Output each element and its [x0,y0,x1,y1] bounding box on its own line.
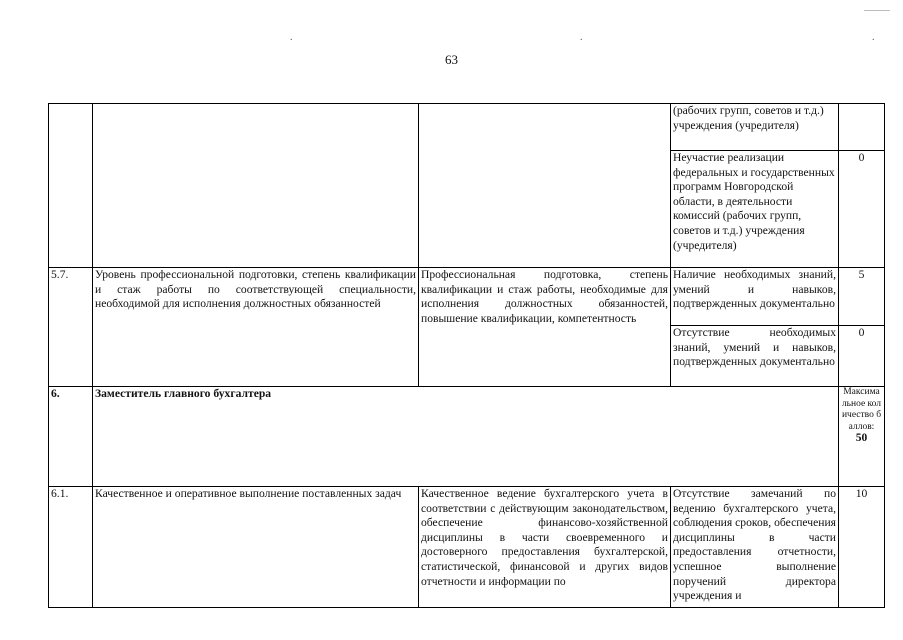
criterion-text: Отсутствие замечаний по ведению бухгалтерского учета, соблюдения сроков, обеспечения дисциплины в части предоставления отчетности, успешное выполнение поручений директора учреждения и [673,487,836,603]
criterion-text: Наличие необходимых знаний, умений и навыков, подтвержденных документально [673,268,836,311]
points-value: 0 [858,151,865,164]
row-number-cell [49,387,93,487]
scan-mark [864,10,890,11]
points-value: 0 [858,326,865,339]
criterion-cell [671,268,839,326]
points-cell [839,326,885,387]
criterion-cell [671,326,839,387]
max-points-cell [839,387,885,487]
criterion-cell [671,104,839,151]
table-row [49,104,885,151]
section-title-cell [93,387,839,487]
scan-dot: . [872,32,875,43]
row-number-cell [49,104,93,268]
points-cell [839,487,885,608]
scan-dot: . [290,32,293,43]
criterion-cell [671,151,839,268]
section-number: 6. [51,387,60,400]
table-row [49,268,885,326]
description-text: Профессиональная подготовка, степень квалификации и стаж работы, необходимые для исполнения должностных обязанностей, повышение квалификации, компетентность [421,268,668,325]
criterion-cell [671,487,839,608]
criterion-text: Неучастие реализации федеральных и государственных программ Новгородской области, в деятельности комиссий (рабочих групп, советов и т.д.) учреждения (учредителя) [673,151,835,252]
indicator-text: Уровень профессиональной подготовки, степень квалификации и стаж работы по соответствующей специальности, необходимой для исполнения должностных обязанностей [95,268,416,311]
description-text: Качественное ведение бухгалтерского учета в соответствии с действующим законодательством, обеспечение финансово-хозяйственной дисциплины в части своевременного и достоверного предоставления бухгалтерской, статистической, финансовой и других видов отчетности и информации по [421,487,668,588]
description-cell [419,104,671,268]
section-title: Заместитель главного бухгалтера [95,387,272,400]
indicator-text: Качественное и оперативное выполнение поставленных задач [95,487,402,500]
points-cell [839,268,885,326]
points-value: 10 [855,487,868,500]
points-value: 5 [858,268,865,281]
indicator-cell [93,487,419,608]
table-row [49,487,885,608]
criteria-table [48,103,885,608]
row-number-cell [49,487,93,608]
row-number: 6.1. [51,487,69,500]
indicator-cell [93,104,419,268]
section-header-row [49,387,885,487]
points-cell [839,151,885,268]
criterion-text: (рабочих групп, советов и т.д.) учреждения (учредителя) [673,104,824,132]
scan-dot: . [580,32,583,43]
indicator-cell [93,268,419,387]
description-cell [419,268,671,387]
description-cell [419,487,671,608]
row-number-cell [49,268,93,387]
row-number: 5.7. [51,268,69,281]
max-points-label: Максимальное количество баллов: [841,387,882,432]
points-cell [839,104,885,151]
criterion-text: Отсутствие необходимых знаний, умений и навыков, подтвержденных документально [673,326,836,369]
max-points-value: 50 [855,432,868,444]
page-number: 63 [445,52,458,67]
